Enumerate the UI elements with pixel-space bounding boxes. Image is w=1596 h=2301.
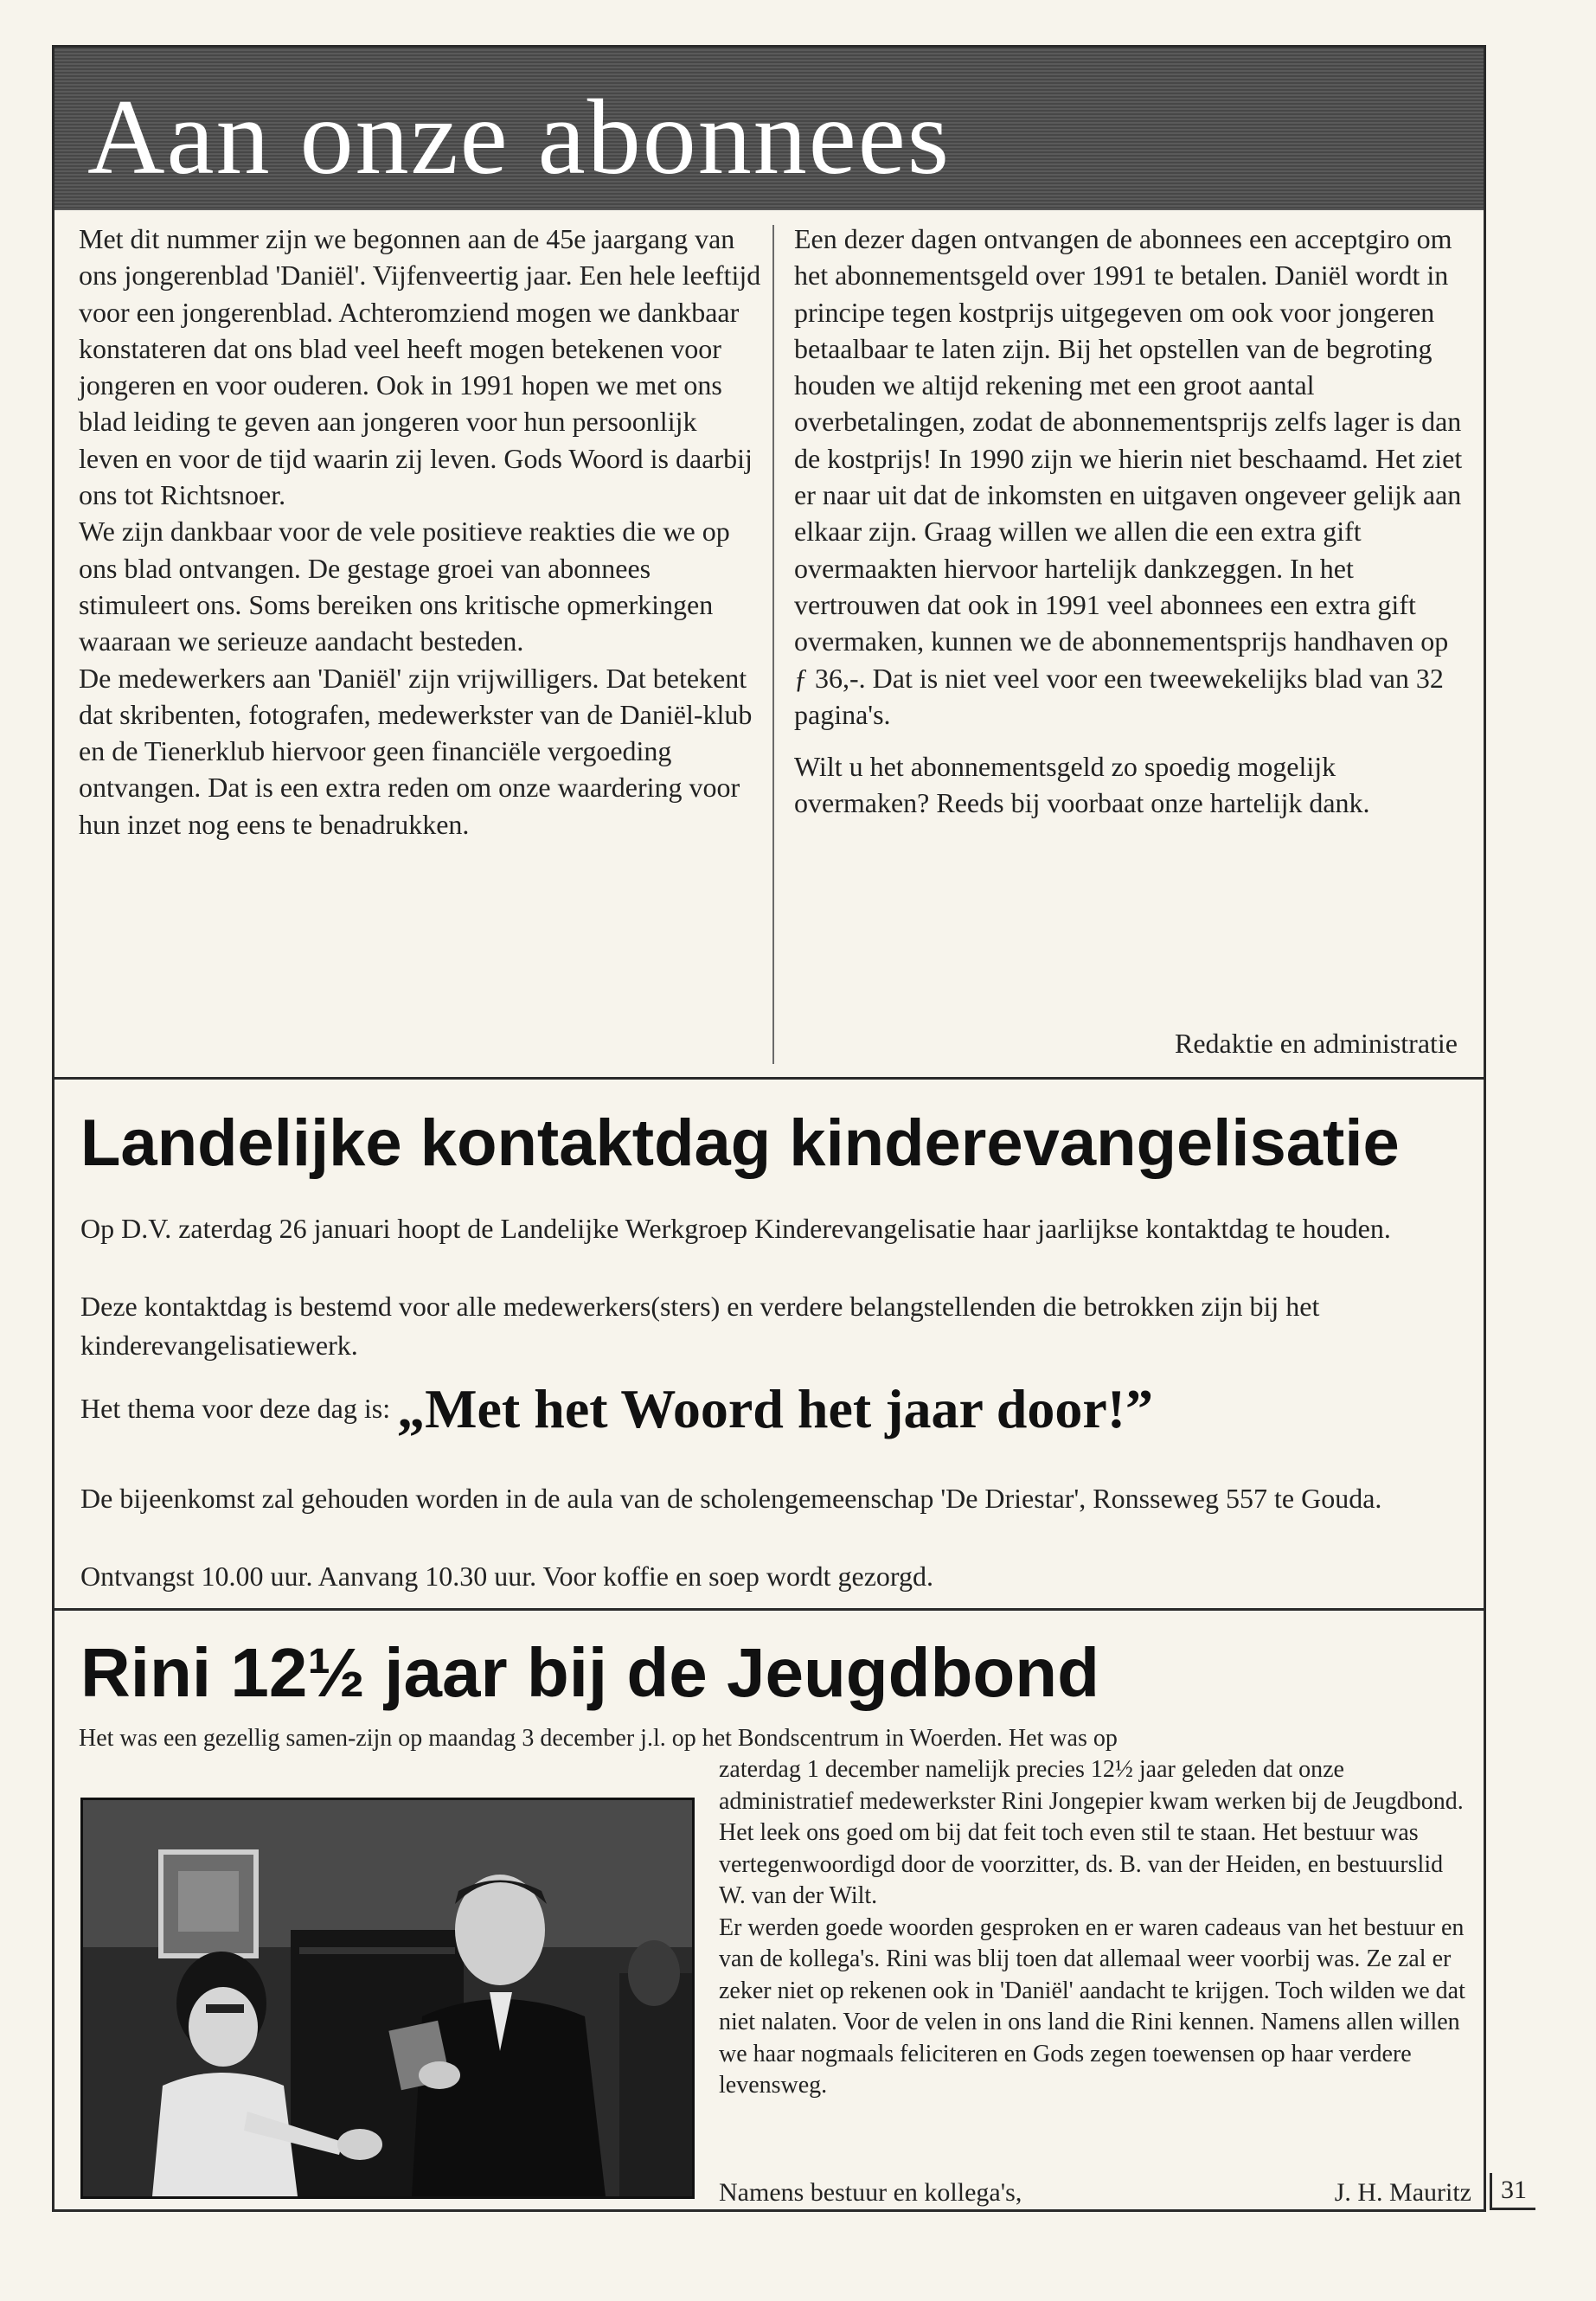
intro-line: Het was een gezellig samen-zijn op maandag 3 december j.l. op het Bondscentrum in Woerden. Het was op bbox=[79, 1725, 1118, 1752]
left-column bbox=[79, 221, 762, 843]
paragraph: We zijn dankbaar voor de vele positieve reakties die we op ons blad ontvangen. De gestage groei van abonnees stimuleert ons. Soms bereiken ons kritische opmerkingen waaraan we serieuze aandacht besteden. bbox=[79, 516, 730, 657]
section-title: Landelijke kontaktdag kinderevangelisatie bbox=[80, 1106, 1400, 1180]
anniversary-section bbox=[52, 1611, 1486, 2212]
paragraph: De medewerkers aan 'Daniël' zijn vrijwilligers. Dat betekent dat skribenten, fotografen, medewerkster van de Daniël-klub en de Tienerklub hiervoor geen financiële vergoeding ontvangen. Dat is een extra reden om onze waardering voor hun inzet nog eens te benadrukken. bbox=[79, 662, 753, 840]
theme-label: Het thema voor deze dag is: bbox=[80, 1393, 391, 1425]
paragraph: Er werden goede woorden gesproken en er waren cadeaus van het bestuur en van de kollega's. Rini was blij toen dat allemaal weer voorbij was. Ze zal er zeker niet op rekenen ook in 'Daniël' aandacht te krijgen. Toch wilden we dat niet nalaten. Voor de velen in ons land die Rini kennen. Namens allen willen we haar nogmaals feliciteren en Gods zegen toewensen op haar verdere levensweg. bbox=[719, 1913, 1465, 2099]
paragraph: Deze kontaktdag is bestemd voor alle medewerkers(sters) en verdere belangstellenden die betrokken zijn bij het kinderevangelisatiewerk. bbox=[80, 1291, 1320, 1361]
photo-illustration bbox=[83, 1800, 692, 2196]
section-title: Aan onze abonnees bbox=[87, 78, 952, 196]
right-column bbox=[794, 221, 1469, 822]
contact-day-section bbox=[52, 1080, 1486, 1611]
theme-quote: „Met het Woord het jaar door!” bbox=[397, 1378, 1154, 1440]
section-title: Rini 12½ jaar bij de Jeugdbond bbox=[80, 1634, 1100, 1711]
subscribers-section bbox=[52, 45, 1486, 1080]
page-number: 31 bbox=[1490, 2173, 1535, 2210]
signature-left: Namens bestuur en kollega's, bbox=[719, 2178, 1022, 2207]
paragraph: Een dezer dagen ontvangen de abonnees een acceptgiro om het abonnementsgeld over 1991 te betalen. Daniël wordt in principe tegen kostprijs uitgegeven om ook voor jongeren betaalbaar te laten zijn. Bij het opstellen van de begroting houden we altijd rekening met een groot aantal overbetalingen, zodat de abonnementsprijs zelfs lager is dan de kostprijs! In 1990 zijn we hierin niet beschaamd. Het ziet er naar uit dat de inkomsten en uitgaven ongeveer gelijk aan elkaar zijn. Graag willen we allen die een extra gift overmaakten hiervoor hartelijk dankzeggen. In het vertrouwen dat ook in 1991 veel abonnees een extra gift overmaken, kunnen we de abonnementsprijs handhaven op ƒ 36,-. Dat is niet veel voor een tweewekelijks blad van 32 pagina's. bbox=[794, 223, 1463, 730]
paragraph: Met dit nummer zijn we begonnen aan de 45e jaargang van ons jongerenblad 'Daniël'. Vijfenveertig jaar. Een hele leeftijd voor een jongerenblad. Achteromziend mogen we dankbaar konstateren dat ons blad veel heeft mogen betekenen voor jongeren en voor ouderen. Ook in 1991 hopen we met ons blad leiding te geven aan jongeren voor hun persoonlijk leven en voor de tijd waarin zij leven. Gods Woord is daarbij ons tot Richtsnoer. bbox=[79, 223, 761, 511]
paragraph: De bijeenkomst zal gehouden worden in de aula van de scholengemeenschap 'De Driestar', Ronsseweg 557 te Gouda. bbox=[80, 1483, 1382, 1514]
paragraph: Op D.V. zaterdag 26 januari hoopt de Landelijke Werkgroep Kinderevangelisatie haar jaarlijkse kontaktdag te houden. bbox=[80, 1213, 1391, 1244]
theme-line bbox=[80, 1378, 1465, 1440]
section-header-bar bbox=[54, 48, 1484, 210]
paragraph: zaterdag 1 december namelijk precies 12½ jaar geleden dat onze administratief medewerkster Rini Jongepier kwam werken bij de Jeugdbond. Het leek ons goed om bij dat feit toch even stil te staan. Het bestuur was vertegenwoordigd door de voorzitter, ds. B. van der Heiden, en bestuurslid W. van der Wilt. bbox=[719, 1756, 1464, 1909]
article-body bbox=[719, 1754, 1471, 2102]
signature: Redaktie en administratie bbox=[1175, 1028, 1458, 1059]
paragraph: Ontvangst 10.00 uur. Aanvang 10.30 uur. Voor koffie en soep wordt gezorgd. bbox=[80, 1561, 933, 1592]
signature-author: J. H. Mauritz bbox=[1334, 2178, 1471, 2207]
paragraph: Wilt u het abonnementsgeld zo spoedig mogelijk overmaken? Reeds bij voorbaat onze hartelijk dank. bbox=[794, 751, 1370, 819]
column-divider bbox=[772, 225, 774, 1064]
ceremony-photo bbox=[80, 1798, 695, 2199]
article-signature bbox=[719, 2177, 1471, 2208]
